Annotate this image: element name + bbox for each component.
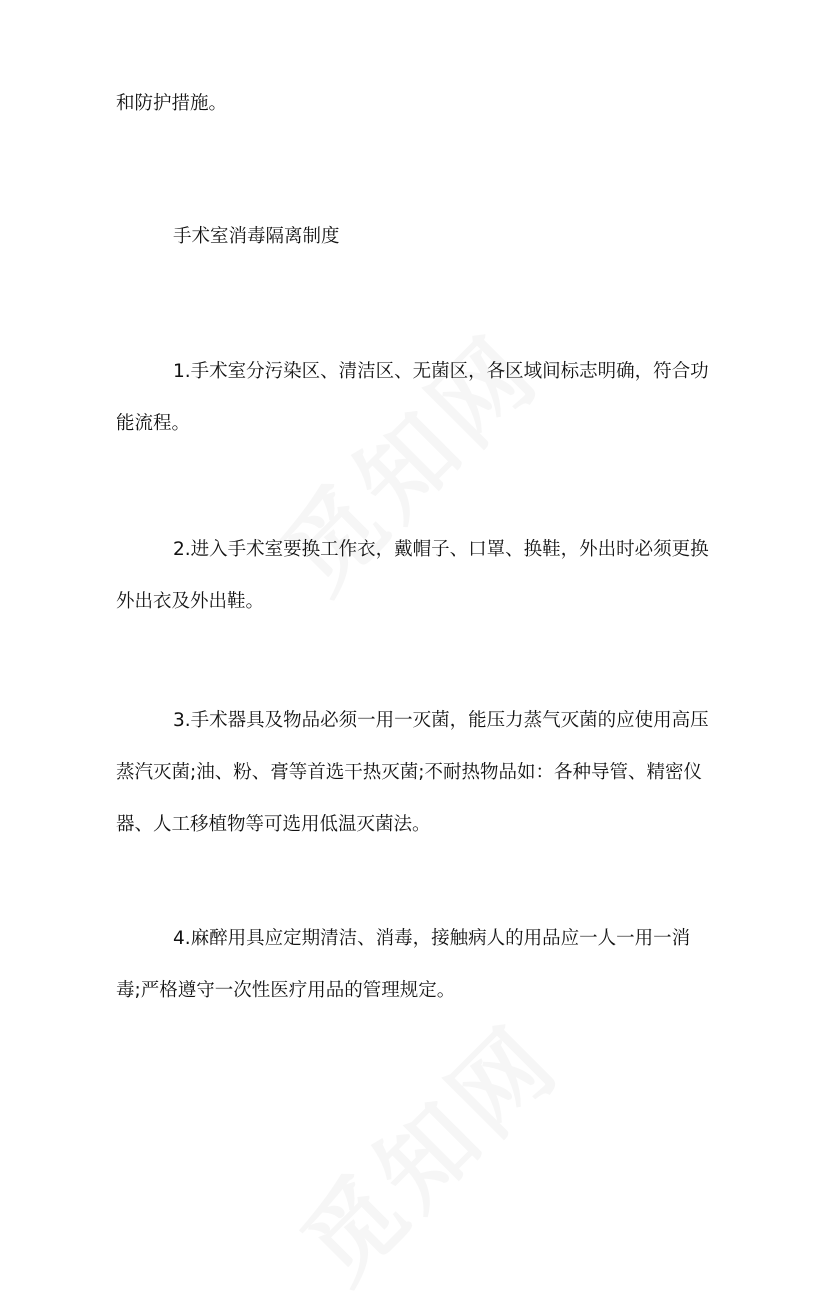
paragraph-item-1: 1.手术室分污染区、清洁区、无菌区，各区域间标志明确，符合功能流程。	[116, 361, 709, 434]
paragraph-fragment: 和防护措施。	[116, 93, 228, 114]
section-title: 手术室消毒隔离制度	[173, 226, 340, 247]
paragraph-item-2: 2.进入手术室要换工作衣，戴帽子、口罩、换鞋，外出时必须更换外出衣及外出鞋。	[116, 539, 709, 612]
paragraph-item-3: 3.手术器具及物品必须一用一灭菌，能压力蒸气灭菌的应使用高压蒸汽灭菌;油、粉、膏等首选干热灭菌;不耐热物品如：各种导管、精密仪器、人工移植物等可选用低温灭菌法。	[116, 710, 709, 835]
watermark	[267, 990, 584, 1307]
paragraph-item-4: 4.麻醉用具应定期清洁、消毒，接触病人的用品应一人一用一消毒;严格遵守一次性医疗用品的管理规定。	[116, 928, 691, 1001]
